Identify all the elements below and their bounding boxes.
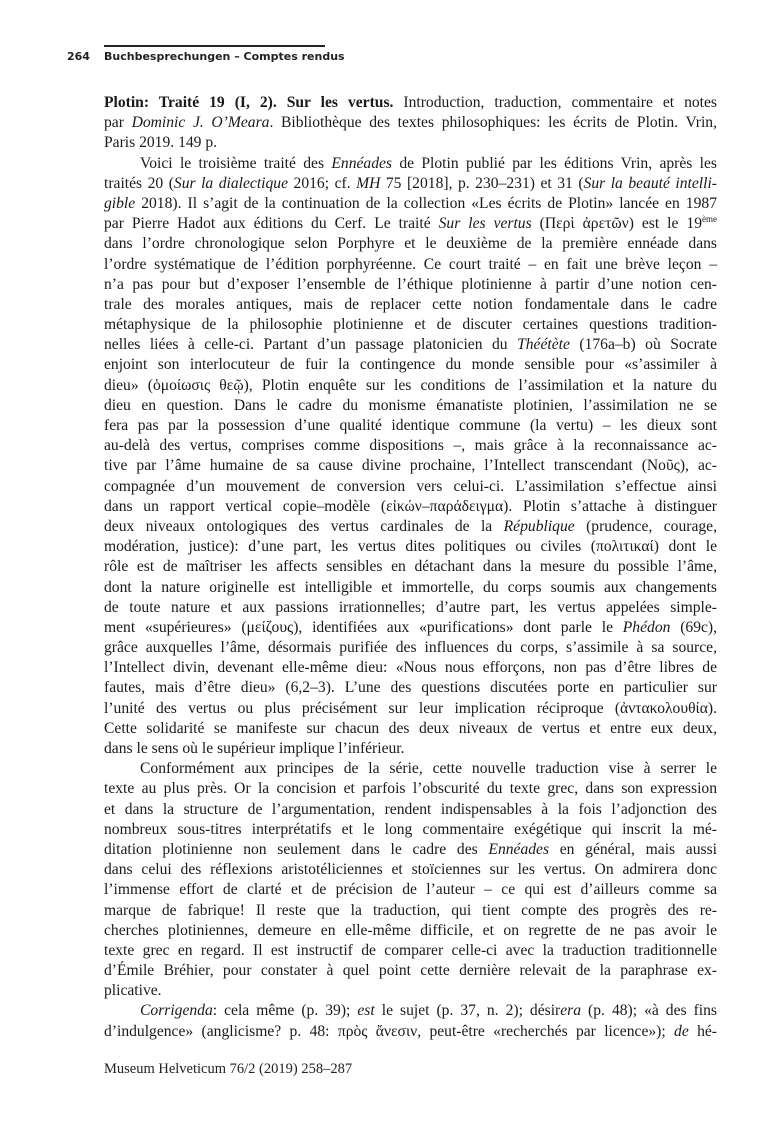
text-run: ditation plotinienne non seulement dans le cadre des — [104, 840, 489, 858]
text-run: traités 20 ( — [104, 174, 174, 192]
italic-text: Théétète — [517, 336, 570, 354]
text-run: (prudence, courage, — [574, 517, 718, 535]
text-run: dont la nature originelle est intelligible et immortelle, du corps soumis aux changements — [104, 578, 717, 596]
italic-text: de — [674, 1022, 689, 1040]
superscript: ème — [702, 214, 717, 225]
text-line — [104, 537, 717, 557]
text-line — [104, 456, 717, 476]
text-run: l’unité des vertus ou plus précisément sur leur implication réciproque (ἀντακολουθία). — [104, 699, 717, 717]
text-line — [104, 497, 717, 517]
text-line — [104, 840, 717, 860]
text-run: : cela même (p. 39); — [212, 1002, 358, 1020]
text-run: Conformément aux principes de la série, cette nouvelle traduction vise à serrer le — [140, 760, 717, 778]
italic-text: République — [503, 517, 575, 535]
header-rule — [104, 45, 325, 47]
text-run: (176a–b) où Socrate — [569, 336, 717, 354]
text-run: d’indulgence» (anglicisme? p. 48: πρὸς ἄνεσιν, peut-être «recherchés par licence»); — [104, 1022, 675, 1040]
text-run: tive par l’âme humaine de sa cause divine prochaine, l’Intellect transcendant (Νοῦς), ac- — [104, 457, 717, 475]
text-run: enjoint son interlocuteur de fuir la contingence du monde sensible pour «s’assimiler à — [104, 356, 717, 374]
text-line — [104, 234, 717, 254]
text-run: Voici le troisième traité des — [140, 154, 332, 172]
text-run: en général, mais aussi — [549, 840, 717, 858]
text-line — [104, 719, 717, 739]
text-run: . Bibliothèque des textes philosophiques: les écrits de Plotin. Vrin, — [269, 114, 717, 132]
text-run: cherches plotiniennes, demeure en elle-même difficile, et on regrette de ne pas avoir le — [104, 921, 717, 939]
text-run: nombreux sous-titres interprétatifs et le long commentaire exégétique qui inscrit la mé- — [104, 820, 717, 838]
text-line — [104, 901, 717, 921]
text-run: modération, justice): d’une part, les vertus dites politiques ou civiles (πολιτικαί) dont le — [104, 538, 717, 556]
text-run: (Περὶ ἀρετῶν) est le 19 — [531, 215, 702, 233]
text-line — [104, 335, 717, 355]
text-line — [104, 194, 717, 214]
text-line — [104, 557, 717, 577]
text-line — [104, 255, 717, 275]
text-line — [104, 880, 717, 900]
text-run: n’a pas pour but d’exposer l’ensemble de l’éthique plotinienne à partir d’une notion cen- — [104, 275, 717, 293]
text-run: Introduction, traduction, commentaire et notes — [393, 94, 717, 111]
text-line — [104, 376, 717, 396]
italic-text: Phédon — [622, 618, 671, 636]
bold-title: Plotin: Traité 19 (I, 2). Sur les vertus. — [104, 94, 394, 111]
text-run: rôle est de maîtriser les affects sensibles en détachant dans la mesure du possible l’âme, — [104, 558, 717, 576]
text-run: nelles liées à celle-ci. Partant d’un passage platonicien du — [104, 336, 518, 354]
text-run: dans le sens où le supérieur implique l’inférieur. — [104, 740, 405, 757]
text-run: plicative. — [104, 982, 162, 1000]
text-run: 75 [2018], p. 230–231) et 31 ( — [380, 174, 584, 192]
text-line — [104, 961, 717, 981]
text-run: texte grec en regard. Il est instructif de comparer celle-ci avec la traduction traditionnelle — [104, 941, 717, 959]
text-run: 2016; cf. — [288, 174, 357, 192]
text-run: fera pas par la possession d’une qualité identique commune (la vertu) – les dieux sont — [104, 417, 717, 434]
text-line — [104, 739, 717, 759]
text-run: par Pierre Hadot aux éditions du Cerf. Le traité — [104, 215, 439, 233]
text-line — [104, 598, 717, 618]
text-run: fautes, mais d’être dieu» (6,2–3). L’une des questions discutées porte en particulier sur — [104, 679, 717, 697]
italic-text: est — [357, 1002, 375, 1020]
text-run: métaphysique de la philosophie plotinienne et de discuter certaines questions tradition- — [104, 316, 717, 334]
text-line — [104, 820, 717, 840]
text-line — [104, 578, 717, 598]
italic-text: Corrigenda — [140, 1002, 213, 1020]
text-line — [104, 295, 717, 315]
text-line — [104, 921, 717, 941]
text-run: deux niveaux ontologiques des vertus cardinales de la — [104, 517, 504, 535]
italic-text: Sur la dialectique — [173, 174, 289, 192]
italic-text: era — [560, 1002, 582, 1020]
text-line — [104, 618, 717, 638]
text-run: compagnée d’un mouvement de conversion vers celui-ci. L’assimilation s’effectue ainsi — [104, 477, 717, 495]
text-line — [104, 214, 717, 234]
text-line — [104, 517, 717, 537]
text-run: d’Émile Bréhier, pour constater à quel point cette dernière relevait de la paraphrase ex- — [104, 962, 717, 980]
text-run: de toute nature et aux passions irrationnelles; d’autre part, les vertus appelées simple- — [104, 598, 717, 616]
text-run: l’immense effort de clarté et de précision de l’auteur – ce qui est d’ailleurs comme sa — [104, 881, 717, 899]
text-line — [104, 1001, 717, 1021]
journal-citation: Museum Helveticum 76/2 (2019) 258–287 — [104, 1061, 353, 1077]
text-line — [104, 800, 717, 820]
italic-text: MH — [356, 174, 381, 192]
text-line — [104, 416, 717, 436]
review-body — [104, 93, 717, 1042]
text-line — [104, 133, 717, 153]
running-title: Buchbesprechungen – Comptes rendus — [104, 50, 345, 63]
text-run: Cette solidarité se manifeste sur chacun des deux niveaux de vertus et entre eux deux, — [104, 719, 717, 737]
text-run: (69c), — [670, 618, 718, 636]
text-run: dans l’ordre chronologique selon Porphyre et le deuxième de la première ennéade dans — [104, 235, 717, 253]
italic-text: Ennéades — [488, 840, 550, 858]
text-line — [104, 154, 717, 174]
italic-text: Dominic J. O’Meara — [131, 114, 270, 132]
text-run: texte au plus près. Or la concision et parfois l’obscurité du texte grec, dans son expression — [104, 780, 717, 798]
text-run: l’Intellect divin, devenant elle-même dieu: «Nous nous efforçons, non pas d’être libres de — [104, 659, 717, 677]
text-run: dans un rapport vertical copie–modèle (εἰκών–παράδειγμα). Plotin s’attache à distinguer — [104, 497, 717, 515]
text-run: dieu» (ὁμοίωσις θεῷ), Plotin enquête sur les conditions de l’assimilation et la nature du — [104, 376, 717, 394]
text-line — [104, 699, 717, 719]
text-run: dans celui des réflexions aristotéliciennes et stoïciennes sur les vertus. On admirera donc — [104, 861, 717, 879]
text-run: trale des morales antiques, mais de replacer cette notion fondamentale dans le cadre — [104, 295, 717, 313]
text-line — [104, 779, 717, 799]
text-line — [104, 93, 717, 113]
text-run: par — [104, 114, 132, 132]
text-line — [104, 860, 717, 880]
text-line — [104, 355, 717, 375]
italic-text: Ennéades — [331, 154, 392, 172]
text-line — [104, 113, 717, 133]
text-run: Paris 2019. 149 p. — [104, 134, 218, 152]
text-line — [104, 678, 717, 698]
text-run: 2018). Il s’agit de la continuation de la collection «Les écrits de Plotin» lancée en 1987 — [135, 194, 717, 212]
text-run: dieu en question. Dans le cadre du monisme émanatiste plotinien, l’assimilation ne se — [104, 396, 717, 414]
text-line — [104, 941, 717, 961]
text-run: hé- — [688, 1022, 717, 1040]
text-line — [104, 275, 717, 295]
text-run: le sujet (p. 37, n. 2); désir — [374, 1002, 561, 1020]
text-line — [104, 759, 717, 779]
text-line — [104, 436, 717, 456]
italic-text: Sur la beauté intelli- — [583, 174, 717, 192]
text-line — [104, 638, 717, 658]
text-run: de Plotin publié par les éditions Vrin, après les — [392, 154, 717, 172]
text-line — [104, 981, 717, 1001]
text-run: marque de fabrique! Il reste que la traduction, qui tient compte des progrès des re- — [104, 901, 717, 919]
text-run: au-delà des vertus, comprises comme dispositions –, mais grâce à la reconnaissance ac- — [104, 437, 717, 455]
text-line — [104, 315, 717, 335]
text-run: (p. 48); «à des fins — [581, 1002, 717, 1020]
text-run: ment «supérieures» (μείζους), identifiées aux «purifications» dont parle le — [104, 618, 623, 636]
text-run: et dans la structure de l’argumentation, rendent indispensables à la fois l’adjonction des — [104, 800, 717, 818]
text-line — [104, 658, 717, 678]
text-line — [104, 1022, 717, 1042]
page-number: 264 — [67, 50, 90, 63]
italic-text: gible — [104, 194, 136, 212]
text-run: grâce auxquelles l’âme, désormais purifiée des influences du corps, s’assimile à sa source, — [104, 639, 717, 657]
text-run: l’ordre systématique de l’édition porphyréenne. Ce court traité – en fait une brève leçon – — [104, 255, 717, 273]
italic-text: Sur les vertus — [438, 215, 532, 233]
text-line — [104, 477, 717, 497]
text-line — [104, 174, 717, 194]
text-line — [104, 396, 717, 416]
